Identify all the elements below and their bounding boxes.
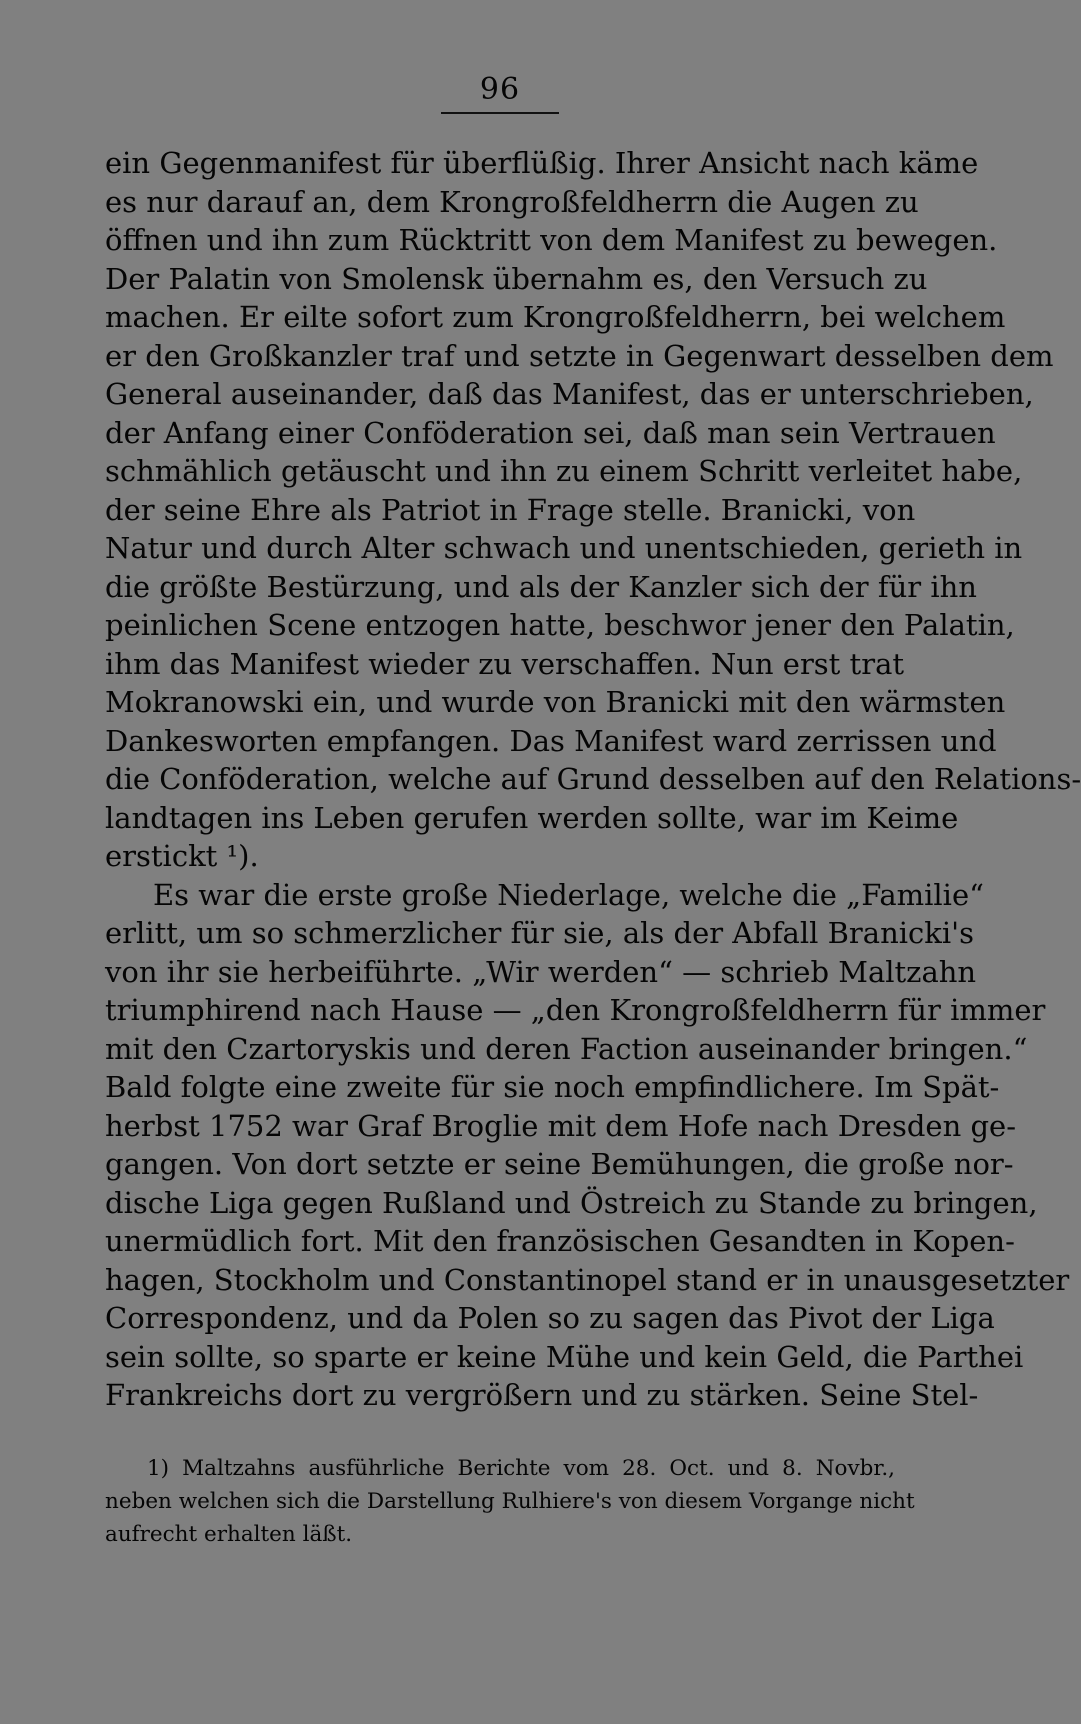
text-line: Mokranowski ein, und wurde von Branicki mit den wärmsten	[105, 685, 1006, 719]
text-line: öffnen und ihn zum Rücktritt von dem Manifest zu bewegen.	[105, 223, 998, 257]
text-line: erstickt ¹).	[105, 839, 259, 873]
text-line: peinlichen Scene entzogen hatte, beschwor jener den Palatin,	[105, 608, 1015, 642]
text-line: er den Großkanzler traf und setzte in Gegenwart desselben dem	[105, 338, 1054, 373]
page-number: 96	[479, 72, 521, 107]
text-line: Natur und durch Alter schwach und unentschieden, gerieth in	[105, 531, 1023, 565]
text-line: ihm das Manifest wieder zu verschaffen. Nun erst trat	[105, 646, 905, 681]
text-line: Bald folgte eine zweite für sie noch empfindlichere. Im Spät-	[105, 1070, 1000, 1104]
text-line: es nur darauf an, dem Krongroßfeldherrn die Augen zu	[105, 184, 919, 219]
footnote-line: 1) Maltzahns ausführliche Berichte vom 28. Oct. und 8. Novbr.,	[147, 1456, 895, 1481]
page-number-rule	[441, 112, 559, 114]
text-line: landtagen ins Leben gerufen werden sollte, war im Keime	[105, 800, 959, 835]
text-line: sein sollte, so sparte er keine Mühe und kein Geld, die Parthei	[105, 1339, 1024, 1374]
text-line: der Anfang einer Conföderation sei, daß man sein Vertrauen	[105, 415, 996, 450]
text-line: ein Gegenmanifest für überflüßig. Ihrer Ansicht nach käme	[105, 146, 979, 180]
text-line: Der Palatin von Smolensk übernahm es, den Versuch zu	[105, 261, 928, 296]
text-line: Dankesworten empfangen. Das Manifest ward zerrissen und	[105, 723, 997, 758]
text-line: mit den Czartoryskis und deren Faction auseinander bringen.“	[105, 1031, 1028, 1066]
footnote-line: aufrecht erhalten läßt.	[105, 1522, 353, 1547]
text-line: unermüdlich fort. Mit den französischen Gesandten in Kopen-	[105, 1224, 1015, 1258]
footnote-block	[105, 1452, 915, 1551]
text-line: gangen. Von dort setzte er seine Bemühungen, die große nor-	[105, 1147, 1014, 1181]
text-line: triumphirend nach Hause — „den Krongroßfeldherrn für immer	[105, 993, 1046, 1027]
text-line: Correspondenz, und da Polen so zu sagen das Pivot der Liga	[105, 1301, 995, 1335]
paragraph-start-line: Es war die erste große Niederlage, welche die „Familie“	[153, 877, 984, 912]
text-line: die größte Bestürzung, und als der Kanzler sich der für ihn	[105, 569, 977, 604]
text-line: die Conföderation, welche auf Grund desselben auf den Relations-	[105, 762, 1081, 796]
text-line: der seine Ehre als Patriot in Frage stelle. Branicki, von	[105, 492, 916, 527]
text-line: schmählich getäuscht und ihn zu einem Schritt verleitet habe,	[105, 454, 1023, 488]
text-line: machen. Er eilte sofort zum Krongroßfeldherrn, bei welchem	[105, 300, 1006, 334]
footnote-line: neben welchen sich die Darstellung Rulhiere's von diesem Vorgange nicht	[105, 1489, 915, 1514]
text-line: herbst 1752 war Graf Broglie mit dem Hofe nach Dresden ge-	[105, 1108, 1016, 1143]
text-line: General auseinander, daß das Manifest, das er unterschrieben,	[105, 377, 1034, 411]
body-text	[105, 144, 1081, 1415]
text-line: dische Liga gegen Rußland und Östreich zu Stande zu bringen,	[105, 1185, 1038, 1220]
text-line: erlitt, um so schmerzlicher für sie, als der Abfall Branicki's	[105, 916, 974, 950]
text-line: Frankreichs dort zu vergrößern und zu stärken. Seine Stel-	[105, 1378, 979, 1412]
text-line: von ihr sie herbeiführte. „Wir werden“ — schrieb Maltzahn	[105, 954, 977, 989]
text-line: hagen, Stockholm und Constantinopel stand er in unausgesetzter	[105, 1262, 1070, 1297]
